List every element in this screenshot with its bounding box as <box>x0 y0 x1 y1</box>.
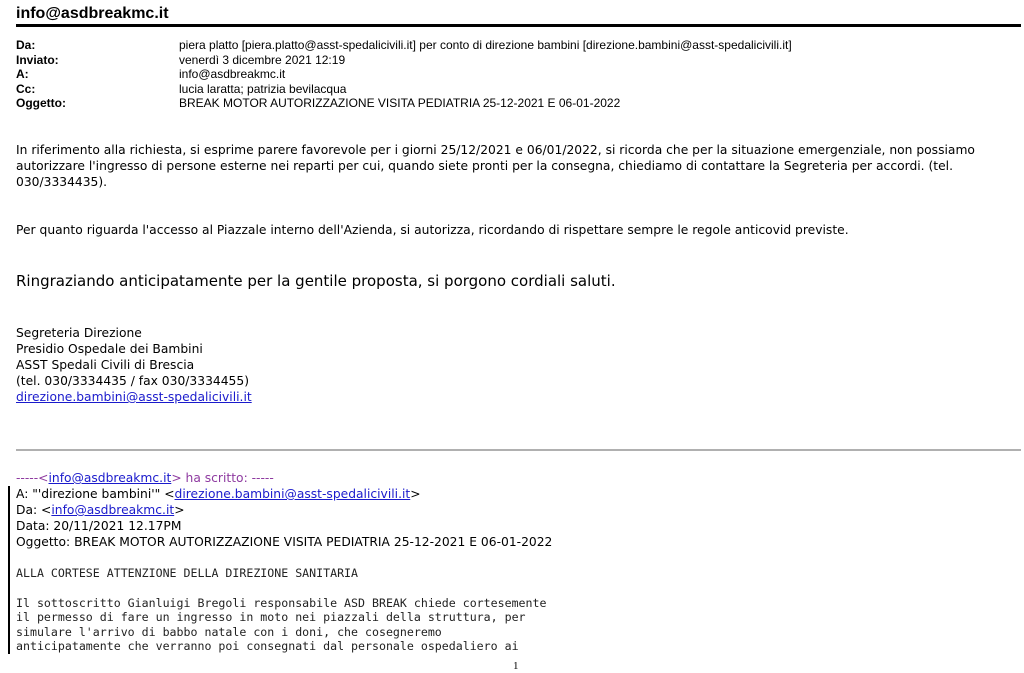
quoted-body <box>16 596 546 653</box>
mono-line: ALLA CORTESE ATTENZIONE DELLA DIREZIONE SANITARIA <box>16 566 359 580</box>
quote-bar <box>8 486 10 654</box>
header-rule <box>16 24 1021 27</box>
quoted-to <box>16 486 552 502</box>
signature <box>16 325 252 405</box>
signature-line: Segreteria Direzione <box>16 326 142 340</box>
signature-line: (tel. 030/3334435 / fax 030/3334455) <box>16 374 249 388</box>
signature-email-link[interactable]: direzione.bambini@asst-spedalicivili.it <box>16 390 252 404</box>
header-label: A: <box>16 67 29 81</box>
quoted-from <box>16 502 552 518</box>
mono-line: anticipatamente che verranno poi consegnati dal personale ospedaliero ai <box>16 638 519 653</box>
signature-line: ASST Spedali Civili di Brescia <box>16 358 195 372</box>
mono-line: simulare l'arrivo di babbo natale con i doni, che cosegneremo <box>16 624 442 639</box>
header-label: Inviato: <box>16 52 59 67</box>
quoted-attention-line <box>16 566 358 580</box>
header-label: Cc: <box>16 81 36 96</box>
quoted-to-suffix: > <box>410 487 421 501</box>
header-value: BREAK MOTOR AUTORIZZAZIONE VISITA PEDIATRIA 25-12-2021 E 06-01-2022 <box>179 96 621 110</box>
header-label: Oggetto: <box>16 96 66 110</box>
header-value: piera platto [piera.platto@asst-spedalicivili.it] per conto di direzione bambini [direzione.bambini@asst-spedalicivili.it] <box>179 38 792 52</box>
quoted-from-email-link[interactable]: info@asdbreakmc.it <box>51 503 175 517</box>
quoted-header <box>16 471 274 485</box>
quoted-to-email-link[interactable]: direzione.bambini@asst-spedalicivili.it <box>174 487 411 501</box>
quoted-header-suffix: > ha scritto: ----- <box>171 471 274 485</box>
quoted-header-prefix: -----< <box>16 471 49 485</box>
header-value: lucia laratta; patrizia bevilacqua <box>179 81 347 96</box>
mono-line: Il sottoscritto Gianluigi Bregoli responsabile ASD BREAK chiede cortesemente <box>16 596 547 610</box>
quoted-to-prefix: A: "'direzione bambini'" < <box>16 487 175 501</box>
quoted-from-prefix: Da: < <box>16 503 52 517</box>
header-label: Da: <box>16 38 36 52</box>
quote-separator <box>16 449 1021 451</box>
quoted-from-suffix: > <box>174 503 185 517</box>
mailbox-title: info@asdbreakmc.it <box>16 5 169 22</box>
quoted-header-email-link[interactable]: info@asdbreakmc.it <box>48 471 172 485</box>
signature-line: Presidio Ospedale dei Bambini <box>16 342 203 356</box>
quoted-date: Data: 20/11/2021 12.17PM <box>16 519 182 533</box>
header-value: info@asdbreakmc.it <box>179 67 286 81</box>
closing-paragraph: Ringraziando anticipatamente per la gentile proposta, si porgono cordiali saluti. <box>16 272 616 290</box>
quoted-meta <box>16 486 552 550</box>
quoted-subject: Oggetto: BREAK MOTOR AUTORIZZAZIONE VISITA PEDIATRIA 25-12-2021 E 06-01-2022 <box>16 535 553 549</box>
mono-line: il permesso di fare un ingresso in moto nei piazzali della struttura, per <box>16 610 526 625</box>
body-paragraph-2: Per quanto riguarda l'accesso al Piazzale interno dell'Azienda, si autorizza, ricordando di rispettare sempre le regole anticovid previste. <box>16 223 849 237</box>
page-number: 1 <box>513 660 519 672</box>
header-value: venerdì 3 dicembre 2021 12:19 <box>179 52 346 67</box>
body-paragraph-1: In riferimento alla richiesta, si esprime parere favorevole per i giorni 25/12/2021 e 06/01/2022, si ricorda che per la situazione emergenziale, non possiamo autorizzare l'ingresso di persone esterne nei reparti per cui, quando siete pronti per la consegna, chiediamo di contattare la Segreteria per accordi. (tel. 030/3334435). <box>16 143 975 189</box>
